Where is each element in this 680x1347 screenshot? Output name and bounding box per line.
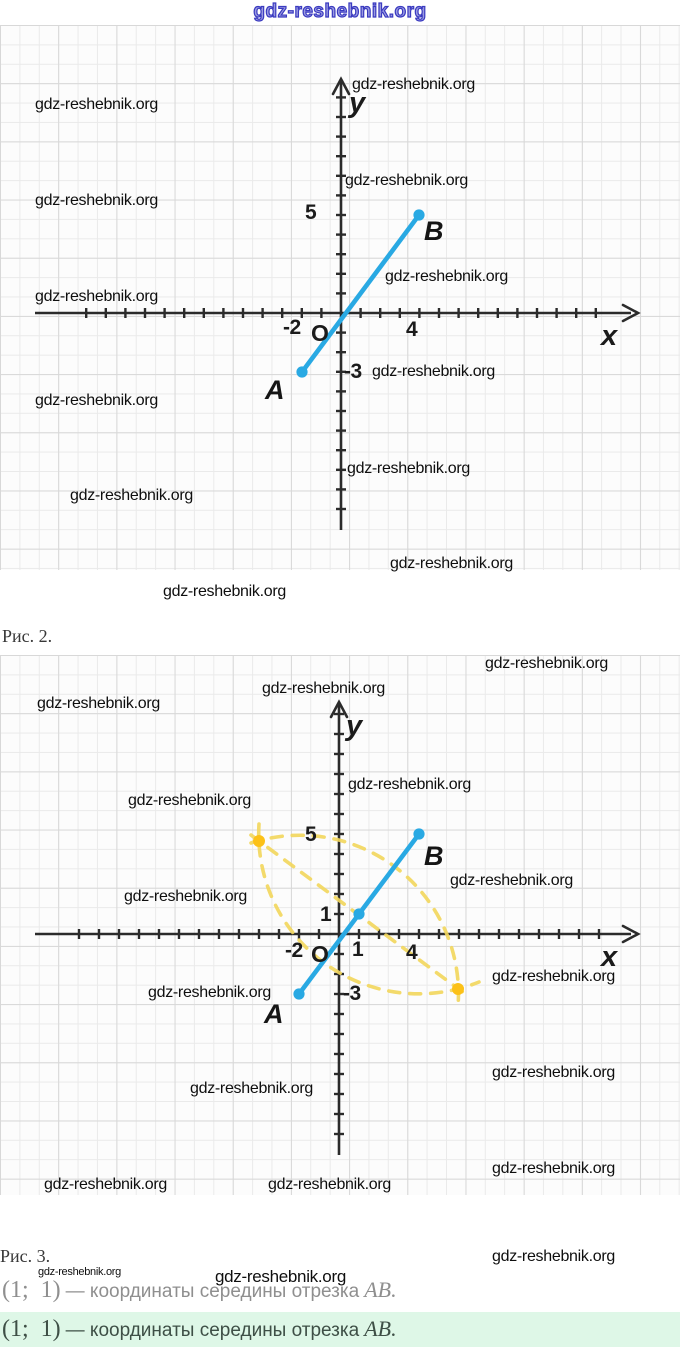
watermark: gdz-reshebnik.org [148,984,271,1001]
watermark: gdz-reshebnik.org [268,1176,391,1193]
watermark: gdz-reshebnik.org [190,1080,313,1097]
segment-name: AB. [364,1316,397,1341]
watermark: gdz-reshebnik.org [38,1266,121,1278]
answer-highlight [0,1312,680,1347]
watermark: gdz-reshebnik.org [352,76,475,93]
point-b [413,828,424,839]
origin-label: O [311,941,329,967]
x-axis-label: x [601,941,618,973]
axes [35,705,631,1155]
watermark: gdz-reshebnik.org [128,792,251,809]
watermark: gdz-reshebnik.org [35,392,158,409]
watermark: gdz-reshebnik.org [44,1176,167,1193]
watermark: gdz-reshebnik.org [35,288,158,305]
point-b [413,209,424,220]
site-watermark-header: gdz-reshebnik.org [253,1,427,22]
x-tick-1: 1 [352,938,364,961]
watermark: gdz-reshebnik.org [492,1248,615,1265]
origin-label: O [311,320,329,346]
answer-text: — координаты середины отрезка [65,1281,360,1302]
answer-final [2,1317,397,1341]
figure-2 [0,655,680,1195]
segment-name: AB. [364,1277,397,1302]
y-axis-label: y [346,710,363,742]
watermark: gdz-reshebnik.org [124,888,247,905]
watermark: gdz-reshebnik.org [262,680,385,697]
x-tick-4: 4 [406,941,418,964]
watermark: gdz-reshebnik.org [492,1160,615,1177]
watermark: gdz-reshebnik.org [215,1267,346,1286]
midpoint-coordinates: (1; 1) [2,1277,61,1303]
answer-draft [2,1278,397,1302]
answer-text: — координаты середины отрезка [65,1320,360,1341]
figure-1-caption: Рис. 2. [2,626,53,646]
figure-1 [0,25,680,570]
watermark: gdz-reshebnik.org [450,872,573,889]
watermark: gdz-reshebnik.org [492,968,615,985]
watermark: gdz-reshebnik.org [345,172,468,189]
x-axis-label: x [601,320,618,352]
x-tick-minus2: -2 [285,939,303,962]
watermark: gdz-reshebnik.org [347,460,470,477]
y-tick-minus3: -3 [344,360,362,383]
segment-ab [302,215,419,372]
y-axis-label: y [349,87,366,119]
watermark: gdz-reshebnik.org [390,555,513,572]
figure-2-caption: Рис. 3. [0,1246,51,1266]
y-tick-1: 1 [320,903,332,926]
point-a-label: A [265,375,285,405]
point-a [296,366,307,377]
arc-centered-b [259,824,479,994]
point-b-label: B [424,216,444,246]
figure-2-canvas [0,655,680,1195]
watermark: gdz-reshebnik.org [372,363,495,380]
y-tick-5: 5 [305,201,317,224]
point-midpoint [353,908,364,919]
point-b-label: B [424,841,444,871]
watermark: gdz-reshebnik.org [70,487,193,504]
watermark: gdz-reshebnik.org [492,1064,615,1081]
watermark: gdz-reshebnik.org [348,776,471,793]
y-tick-minus3: -3 [343,982,361,1005]
watermark: gdz-reshebnik.org [35,96,158,113]
point-a-label: A [264,999,284,1029]
compass-construction [251,824,479,1006]
arc-intersection-point-bottom [452,983,464,995]
x-tick-minus2: -2 [283,316,301,339]
watermark: gdz-reshebnik.org [35,192,158,209]
x-tick-4: 4 [406,318,418,341]
arc-intersection-point-top [253,835,265,847]
watermark: gdz-reshebnik.org [385,268,508,285]
midpoint-coordinates: (1; 1) [2,1316,61,1342]
axes [35,82,631,530]
watermark: gdz-reshebnik.org [37,695,160,712]
point-a [293,988,304,999]
watermark: gdz-reshebnik.org [163,583,286,600]
y-tick-5: 5 [305,823,317,846]
watermark: gdz-reshebnik.org [485,655,608,672]
